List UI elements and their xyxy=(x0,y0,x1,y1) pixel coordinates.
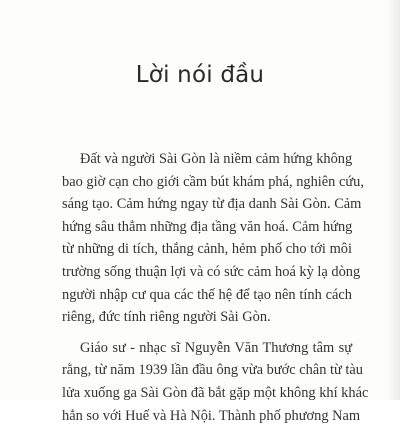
body-text xyxy=(62,148,369,435)
text-line: sáng tạo. Cảm hứng ngay từ địa danh Sài Gòn. Cảm xyxy=(62,196,362,213)
text-line: rằng, từ năm 1939 lần đầu ông vừa bước chân từ tàu xyxy=(62,362,363,379)
text-line: lửa xuống ga Sài Gòn đã bắt gặp một không khí khác xyxy=(62,384,369,401)
paragraph-1 xyxy=(62,148,364,329)
text-line: người nhập cư qua các thế hệ để tạo nên tính cách xyxy=(62,286,352,303)
text-line: Đất và người Sài Gòn là niềm cảm hứng không xyxy=(80,151,353,167)
text-line: từ những di tích, thắng cảnh, hẻm phố cho tới môi xyxy=(62,241,352,258)
text-line: riêng, đức tính riêng người Sài Gòn. xyxy=(62,309,271,326)
text-line: hứng sâu thẳm những địa tầng văn hoá. Cảm hứng xyxy=(62,218,353,235)
text-line: bao giờ cạn cho giới cầm bút khám phá, nghiên cứu, xyxy=(62,173,364,190)
text-line: trường sống thuận lợi và có sức cảm hoá kỳ lạ dòng xyxy=(62,263,361,280)
page-title: Lời nói đầu xyxy=(135,62,265,88)
text-line: hẳn so với Huế và Hà Nội. Thành phố phương Nam xyxy=(62,407,361,424)
paragraph-2 xyxy=(62,337,369,427)
page-edge-shadow xyxy=(386,0,400,400)
text-line: Giáo sư - nhạc sĩ Nguyễn Văn Thương tâm sự xyxy=(80,339,352,356)
